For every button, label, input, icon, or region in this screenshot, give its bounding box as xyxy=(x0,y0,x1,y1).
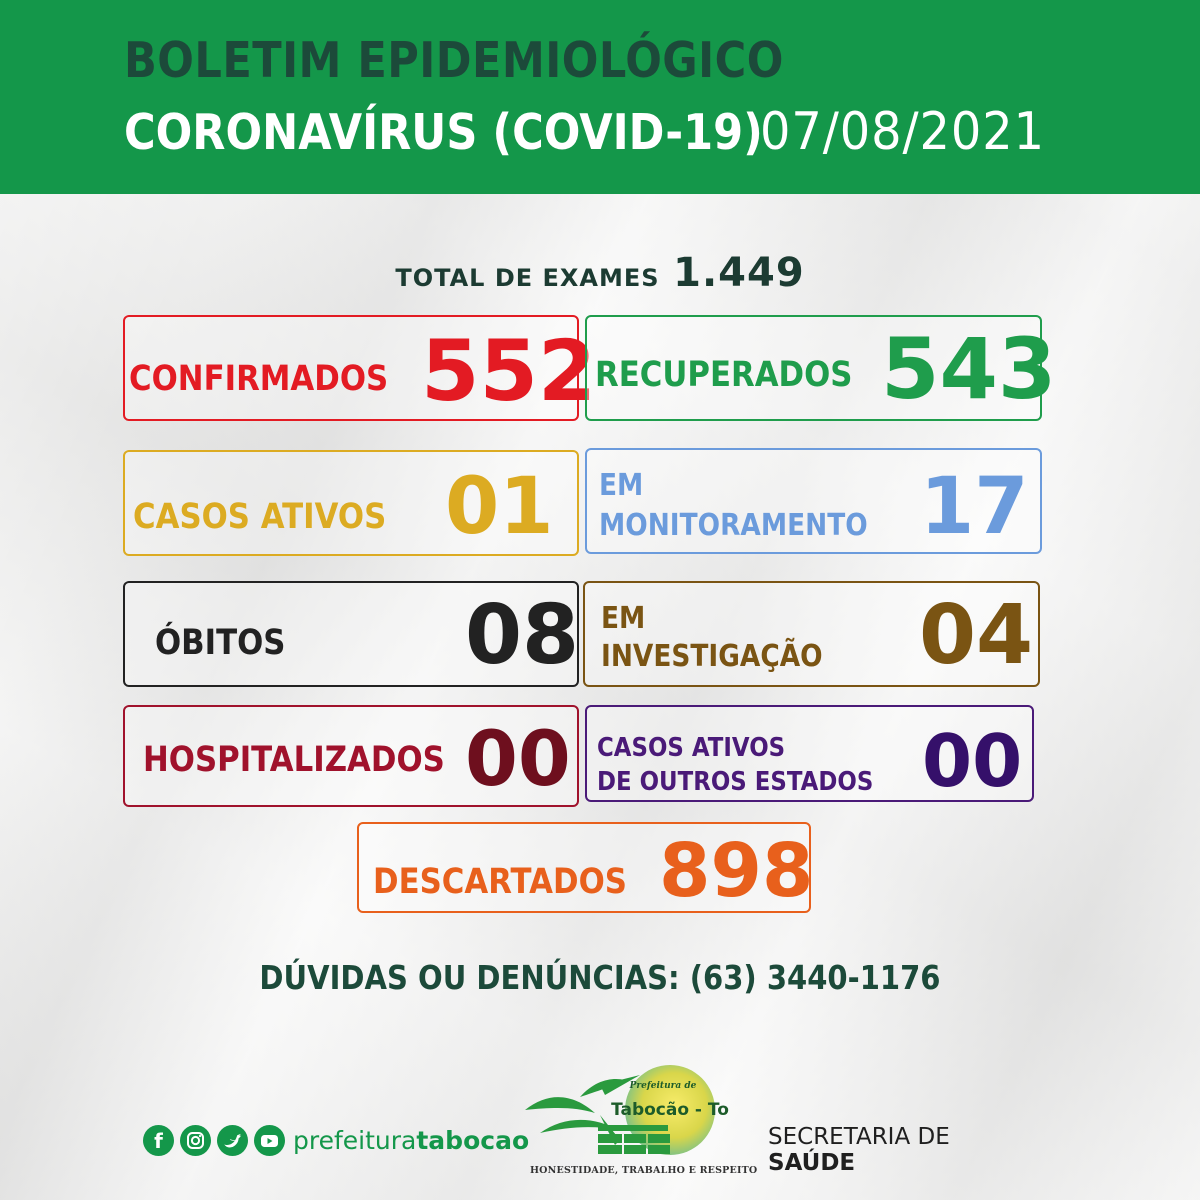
bulletin-date: 07/08/2021 xyxy=(760,102,1045,162)
casos-ativos-label: CASOS ATIVOS xyxy=(133,497,387,537)
obitos-card xyxy=(123,581,579,687)
contact-line xyxy=(0,958,1200,997)
confirmados-value: 552 xyxy=(421,322,597,420)
obitos-value: 08 xyxy=(465,588,580,683)
monitoramento-card xyxy=(585,448,1042,554)
handle-bold: tabocao xyxy=(416,1126,530,1155)
youtube-icon[interactable] xyxy=(254,1125,285,1156)
instagram-icon[interactable] xyxy=(180,1125,211,1156)
investigacao-label-line2: INVESTIGAÇÃO xyxy=(601,639,823,674)
hospitalizados-card xyxy=(123,705,579,807)
monitoramento-label-line1: EM xyxy=(599,468,644,503)
monitoramento-label-line2: MONITORAMENTO xyxy=(599,508,868,543)
handle-prefix: prefeitura xyxy=(293,1126,417,1155)
total-exams-label: TOTAL DE EXAMES xyxy=(395,264,660,292)
secretaria-line2: SAÚDE xyxy=(768,1150,856,1176)
descartados-card xyxy=(357,822,814,914)
facebook-icon[interactable] xyxy=(143,1125,174,1156)
outros-estados-value: 00 xyxy=(922,719,1023,803)
logo-top-text: Prefeitura de xyxy=(629,1081,697,1091)
recuperados-label: RECUPERADOS xyxy=(595,355,853,395)
header-banner xyxy=(0,0,1200,194)
casos-ativos-card xyxy=(123,450,579,556)
confirmados-card xyxy=(123,315,597,421)
casos-ativos-value: 01 xyxy=(445,462,554,552)
recuperados-card xyxy=(585,315,1057,421)
confirmados-label: CONFIRMADOS xyxy=(129,359,389,399)
descartados-value: 898 xyxy=(659,828,814,914)
hospitalizados-label: HOSPITALIZADOS xyxy=(143,740,445,780)
outros-estados-label-line2: DE OUTROS ESTADOS xyxy=(597,767,874,797)
social-links xyxy=(143,1125,529,1156)
hospitalizados-value: 00 xyxy=(465,714,571,803)
twitter-icon[interactable] xyxy=(217,1125,248,1156)
recuperados-value: 543 xyxy=(881,320,1057,418)
total-exams xyxy=(0,250,1200,296)
social-handle[interactable] xyxy=(293,1126,529,1155)
investigacao-value: 04 xyxy=(919,588,1034,683)
outros-estados-label-line1: CASOS ATIVOS xyxy=(597,733,786,763)
obitos-label: ÓBITOS xyxy=(155,623,286,663)
investigacao-card xyxy=(583,581,1040,687)
logo-motto: HONESTIDADE, TRABALHO E RESPEITO xyxy=(530,1165,758,1176)
total-exams-value: 1.449 xyxy=(673,250,805,296)
svg-text:f: f xyxy=(154,1129,163,1153)
monitoramento-value: 17 xyxy=(920,462,1029,552)
contact-text: DÚVIDAS OU DENÚNCIAS: (63) 3440-1176 xyxy=(259,958,941,997)
secretaria-line1: SECRETARIA DE xyxy=(768,1124,950,1150)
secretaria-saude xyxy=(768,1124,950,1176)
descartados-label: DESCARTADOS xyxy=(373,862,627,902)
bulletin-title: BOLETIM EPIDEMIOLÓGICO xyxy=(124,32,784,89)
logo-name-text: Tabocão - To xyxy=(611,1100,729,1120)
investigacao-label-line1: EM xyxy=(601,601,646,636)
bulletin-subtitle: CORONAVÍRUS (COVID-19) xyxy=(124,104,763,161)
outros-estados-card xyxy=(585,705,1034,802)
